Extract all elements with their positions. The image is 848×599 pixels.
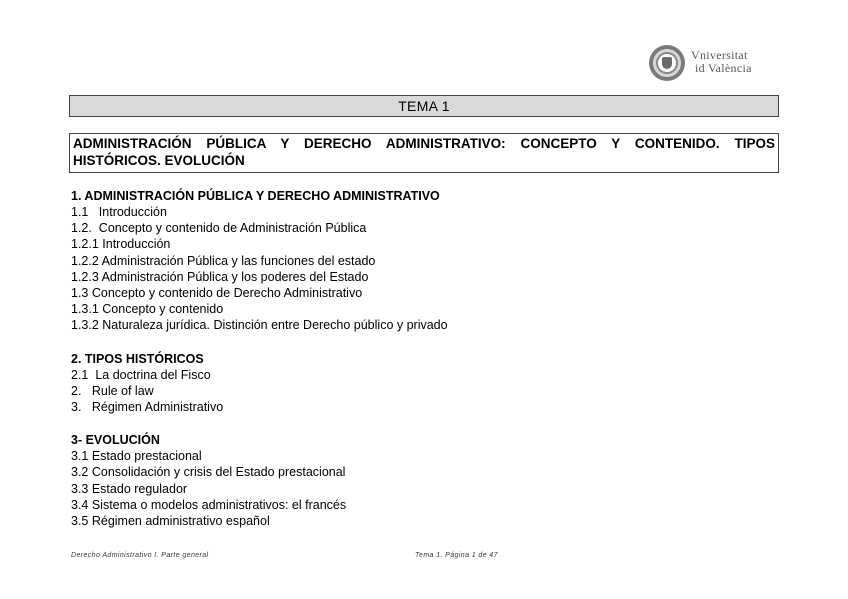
outline-item: 1.1 Introducción [71,205,167,219]
outline-item: 1.2.2 Administración Pública y las funciones del estado [71,253,376,268]
footer-course: Derecho Administrativo I. Parte general [71,552,209,559]
section-heading: 2. TIPOS HISTÓRICOS [71,351,204,366]
outline-item: 3.4 Sistema o modelos administrativos: el francés [71,497,347,512]
outline-item: 3.3 Estado regulador [71,481,188,496]
university-seal-icon [649,45,685,81]
outline-section [71,351,771,416]
outline-item: 3.2 Consolidación y crisis del Estado prestacional [71,465,346,480]
outline-section [71,188,771,334]
topic-header: TEMA 1 [69,95,779,117]
outline-item: 2.1 La doctrina del Fisco [71,367,211,382]
logo-line-1: Vniversitat [691,48,748,62]
outline-item: 3. Régimen Administrativo [71,400,224,415]
outline-item: 1.3 Concepto y contenido de Derecho Administrativo [71,286,363,301]
university-logo [649,45,789,83]
outline-item: 3.1 Estado prestacional [71,449,202,464]
section-heading: 1. ADMINISTRACIÓN PÚBLICA Y DERECHO ADMINISTRATIVO [71,189,440,203]
outline-item: 3.5 Régimen administrativo español [71,514,270,529]
outline-item: 1.2.1 Introducción [71,237,171,252]
university-name [691,49,752,75]
document-title: ADMINISTRACIÓN PÚBLICA Y DERECHO ADMINISTRATIVO: CONCEPTO Y CONTENIDO. TIPOS HISTÓRICOS. EVOLUCIÓN [69,133,779,173]
outline-item: 1.3.2 Naturaleza jurídica. Distinción entre Derecho público y privado [71,318,448,333]
section-heading: 3- EVOLUCIÓN [71,433,160,448]
outline-item: 1.2. Concepto y contenido de Administración Pública [71,221,367,236]
outline-item: 1.2.3 Administración Pública y los poderes del Estado [71,269,369,284]
logo-line-2: id València [695,61,752,75]
outline-item: 1.3.1 Concepto y contenido [71,302,224,317]
topic-outline [71,188,771,546]
outline-section [71,432,771,529]
footer-page: Tema 1. Página 1 de 47 [415,552,498,559]
outline-item: 2. Rule of law [71,383,154,398]
